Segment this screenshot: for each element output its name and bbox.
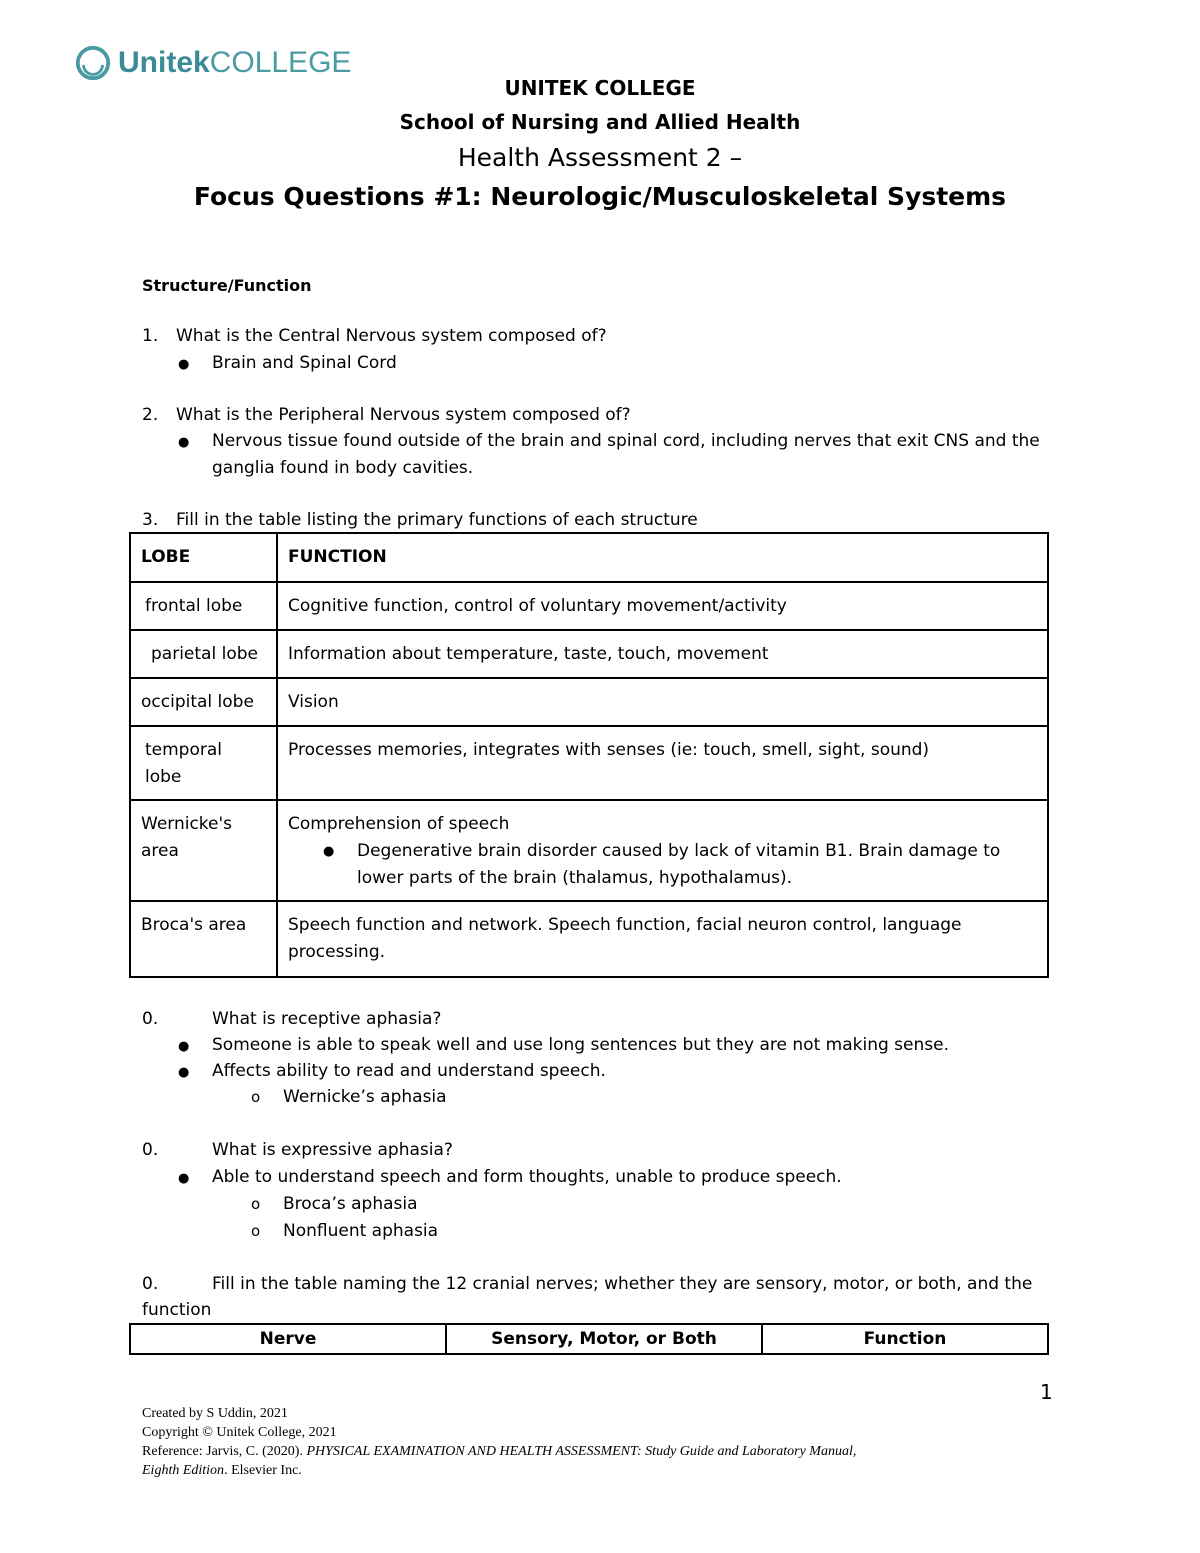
- table-header-cell: LOBE: [130, 533, 277, 582]
- lobe-cell: frontal lobe: [130, 582, 277, 630]
- sub-bullet-icon: o: [251, 1222, 261, 1240]
- table-header-row: [130, 1324, 1048, 1354]
- footer-created-by: Created by S Uddin, 2021: [142, 1406, 288, 1421]
- college-name: UNITEK COLLEGE: [504, 76, 696, 100]
- question-4-bullet-1: Someone is able to speak well and use long sentences but they are not making sense.: [212, 1035, 949, 1055]
- page-number: 1: [1040, 1380, 1053, 1404]
- function-cell: Processes memories, integrates with senses (ie: touch, smell, sight, sound): [277, 726, 1048, 800]
- footer-reference-title: PHYSICAL EXAMINATION AND HEALTH ASSESSMENT: Study Guide and Laboratory Manual,: [306, 1444, 857, 1459]
- lobe-cell: Broca's area: [130, 901, 277, 977]
- footer-reference-edition: [142, 1461, 302, 1480]
- footer-reference: [142, 1442, 856, 1461]
- function-cell: [277, 800, 1048, 901]
- question-2-answer-line1: Nervous tissue found outside of the brain and spinal cord, including nerves that exit CNS and the: [212, 431, 1040, 451]
- question-2-text: What is the Peripheral Nervous system composed of?: [176, 405, 631, 425]
- question-6-number: 0.: [142, 1274, 159, 1294]
- bullet-icon: ●: [178, 1171, 190, 1186]
- school-name: School of Nursing and Allied Health: [399, 110, 801, 134]
- footer-copyright: Copyright © Unitek College, 2021: [142, 1425, 337, 1440]
- list-item: [288, 838, 1037, 892]
- bullet-icon: ●: [323, 844, 335, 859]
- question-5-text: What is expressive aphasia?: [212, 1140, 453, 1160]
- function-cell: Cognitive function, control of voluntary movement/activity: [277, 582, 1048, 630]
- function-bullet-text: Degenerative brain disorder caused by lack of vitamin B1. Brain damage to lower parts of the brain (thalamus, hypothalamus).: [357, 841, 1001, 888]
- cranial-nerve-table: [129, 1323, 1049, 1355]
- table-header-cell: FUNCTION: [277, 533, 1048, 582]
- bullet-icon: ●: [178, 435, 190, 450]
- question-4-sub-1: Wernicke’s aphasia: [283, 1087, 447, 1107]
- course-title: Health Assessment 2 –: [457, 143, 743, 172]
- bullet-icon: ●: [178, 357, 190, 372]
- function-cell: Information about temperature, taste, touch, movement: [277, 630, 1048, 678]
- question-5-sub-1: Broca’s aphasia: [283, 1194, 418, 1214]
- question-3-number: 3.: [142, 510, 159, 530]
- lobe-cell: Wernicke's area: [130, 800, 277, 901]
- sub-bullet-icon: o: [251, 1088, 261, 1106]
- table-row: [130, 800, 1048, 901]
- function-cell: Vision: [277, 678, 1048, 726]
- table-row: [130, 582, 1048, 630]
- question-6-text-line2: function: [142, 1300, 212, 1320]
- question-4-bullet-2: Affects ability to read and understand speech.: [212, 1061, 606, 1081]
- function-text: Comprehension of speech: [288, 814, 510, 834]
- table-header-cell: Function: [762, 1324, 1048, 1354]
- function-cell: Speech function and network. Speech function, facial neuron control, language processing.: [277, 901, 1048, 977]
- question-3-text: Fill in the table listing the primary functions of each structure: [176, 510, 698, 530]
- question-1-answer: Brain and Spinal Cord: [212, 353, 397, 373]
- table-header-row: [130, 533, 1048, 582]
- sub-bullet-icon: o: [251, 1195, 261, 1213]
- question-1-number: 1.: [142, 326, 159, 346]
- table-header-cell: Sensory, Motor, or Both: [446, 1324, 762, 1354]
- question-5-number: 0.: [142, 1140, 159, 1160]
- bullet-icon: ●: [178, 1065, 190, 1080]
- document-title: Focus Questions #1: Neurologic/Musculoskeletal Systems: [193, 182, 1007, 211]
- question-2-number: 2.: [142, 405, 159, 425]
- question-6-text-line1: Fill in the table naming the 12 cranial nerves; whether they are sensory, motor, or both, and the: [212, 1274, 1033, 1294]
- bullet-icon: ●: [178, 1039, 190, 1054]
- lobe-cell: parietal lobe: [130, 630, 277, 678]
- table-row: [130, 630, 1048, 678]
- question-4-number: 0.: [142, 1009, 159, 1029]
- question-5-sub-2: Nonfluent aphasia: [283, 1221, 439, 1241]
- section-title: Structure/Function: [142, 276, 312, 295]
- question-4-text: What is receptive aphasia?: [212, 1009, 442, 1029]
- question-5-bullet-1: Able to understand speech and form thoughts, unable to produce speech.: [212, 1167, 842, 1187]
- logo-text: UnitekCOLLEGE: [118, 46, 352, 79]
- footer-publisher: . Elsevier Inc.: [224, 1463, 302, 1478]
- question-2-answer-line2: ganglia found in body cavities.: [212, 458, 474, 478]
- question-1-text: What is the Central Nervous system composed of?: [176, 326, 607, 346]
- table-row: [130, 726, 1048, 800]
- footer-reference-prefix: Reference: Jarvis, C. (2020).: [142, 1444, 307, 1459]
- lobe-function-table: [129, 532, 1049, 978]
- footer-edition: Eighth Edition: [142, 1463, 225, 1478]
- table-row: [130, 901, 1048, 977]
- table-header-cell: Nerve: [130, 1324, 446, 1354]
- lobe-cell: temporal lobe: [130, 726, 277, 800]
- lobe-cell: occipital lobe: [130, 678, 277, 726]
- table-row: [130, 678, 1048, 726]
